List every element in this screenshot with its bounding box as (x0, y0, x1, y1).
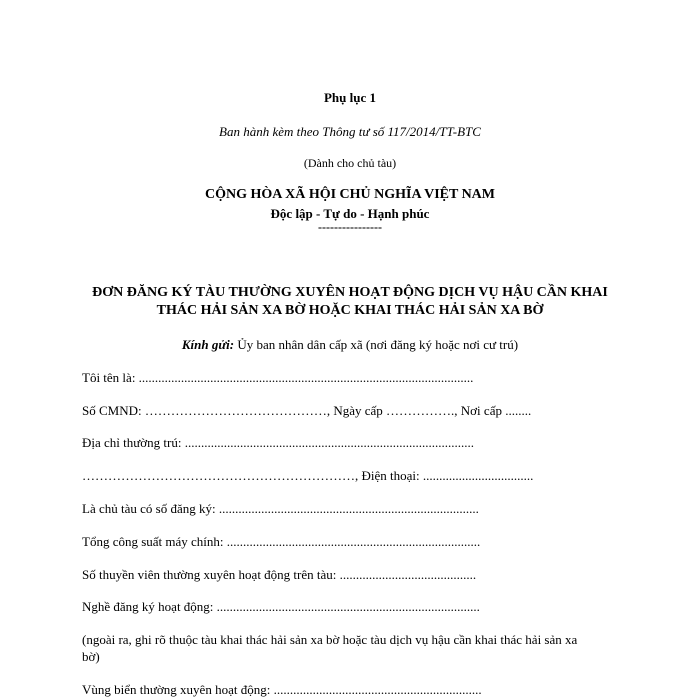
field-crew-count: Số thuyền viên thường xuyên hoạt động trên tàu: .......................................... (82, 567, 477, 582)
appendix-label: Phụ lục 1 (323, 90, 376, 105)
recipient-value: Ủy ban nhân dân cấp xã (nơi đăng ký hoặc nơi cư trú) (234, 337, 519, 352)
field-note-line-1: (ngoài ra, ghi rõ thuộc tàu khai thác hải sản xa bờ hoặc tàu dịch vụ hậu cần khai thác hải sản xa (82, 632, 578, 647)
field-registration-number: Là chủ tàu có số đăng ký: ................................................................................ (82, 501, 479, 516)
recipient-label: Kính gửi: (181, 337, 235, 352)
field-address-phone: ………………………………………………………, Điện thoại: .................................. (82, 468, 534, 483)
issued-with-note: Ban hành kèm theo Thông tư số 117/2014/TT-BTC (219, 124, 481, 139)
field-id-card: Số CMND: ……………………………………, Ngày cấp ……………., Nơi cấp ........ (82, 403, 532, 418)
divider-line: ---------------- (318, 220, 382, 234)
motto: Độc lập - Tự do - Hạnh phúc (270, 206, 430, 221)
recipient-line (0, 337, 700, 353)
field-full-name: Tôi tên là: ....................................................................................................... (82, 370, 474, 385)
republic-heading: CỘNG HÒA XÃ HỘI CHỦ NGHĨA VIỆT NAM (204, 187, 495, 202)
field-address: Địa chỉ thường trú: ......................................................................................... (82, 435, 474, 450)
for-whom-note: (Dành cho chủ tàu) (303, 156, 397, 170)
form-title-line-1: ĐƠN ĐĂNG KÝ TÀU THƯỜNG XUYÊN HOẠT ĐỘNG DỊCH VỤ HẬU CẦN KHAI (92, 285, 608, 300)
field-engine-power: Tổng công suất máy chính: .............................................................................. (82, 534, 481, 549)
field-registered-trade: Nghề đăng ký hoạt động: ................................................................................. (82, 599, 480, 614)
form-title-line-2: THÁC HẢI SẢN XA BỜ HOẶC KHAI THÁC HẢI SẢN XA BỜ (156, 303, 544, 318)
field-note-line-2: bờ) (82, 649, 100, 664)
field-operating-sea-area: Vùng biển thường xuyên hoạt động: ................................................................ (82, 682, 482, 697)
